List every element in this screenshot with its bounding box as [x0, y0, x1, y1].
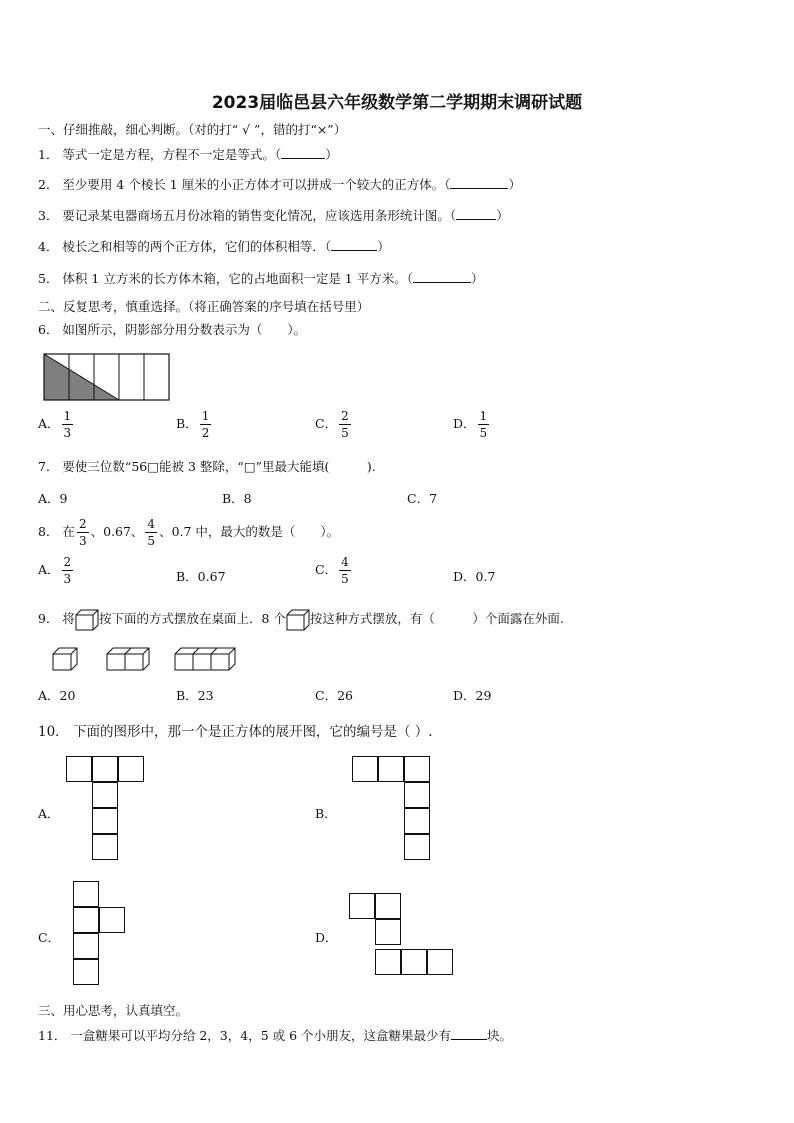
answer-blank-1[interactable] [281, 146, 325, 159]
q10-option-a[interactable]: A． [38, 806, 60, 821]
denominator: 5 [341, 426, 349, 440]
answer-blank-11[interactable] [451, 1027, 487, 1040]
question-1-text: 1． 等式一定是方程，方程不一定是等式。（ [38, 147, 282, 162]
net-cell [66, 756, 92, 782]
question-3-end: ） [496, 208, 509, 223]
numerator: 1 [63, 409, 72, 423]
q8-prefix: 8． 在 [38, 524, 75, 539]
net-cell [404, 782, 430, 808]
question-5 [38, 270, 484, 287]
net-cell [92, 756, 118, 782]
net-cell [352, 756, 378, 782]
answer-blank-3[interactable] [456, 207, 496, 220]
numerator: 2 [341, 409, 349, 423]
q6-option-c-label: C． [315, 416, 338, 431]
q8-suffix: 、0.7 中，最大的数是（ ）。 [159, 524, 340, 539]
q8-option-a[interactable] [38, 556, 75, 585]
cube-icon [75, 609, 99, 631]
net-cell [401, 949, 427, 975]
denominator: 3 [63, 572, 72, 586]
net-cell [92, 782, 118, 808]
q7-option-c[interactable]: C．7 [407, 491, 438, 506]
net-cell [73, 881, 99, 907]
question-2-text: 2． 至少要用 4 个棱长 1 厘米的小正方体才可以拼成一个较大的正方体。（ [38, 177, 451, 192]
question-5-end: ） [470, 271, 484, 286]
q8-option-c-label: C． [315, 562, 338, 577]
q10-option-c[interactable]: C． [38, 930, 61, 945]
q10-option-b[interactable]: B． [315, 806, 337, 821]
question-1 [38, 146, 338, 163]
question-7-text: 7． 要使三位数“56□能被 3 整除，“□”里最大能填( ). [38, 459, 376, 474]
numerator: 4 [341, 555, 349, 569]
q8-option-c[interactable] [315, 556, 353, 585]
net-cell [404, 834, 430, 860]
fraction [339, 556, 351, 585]
q6-option-d-label: D． [453, 416, 476, 431]
question-11-text: 11． 一盒糖果可以平均分给 2，3，4，5 或 6 个小朋友，这盒糖果最少有 [38, 1028, 452, 1043]
q7-option-b[interactable]: B．8 [222, 491, 252, 506]
net-cell [404, 756, 430, 782]
numerator: 2 [63, 555, 72, 569]
q9-part-1: 9． 将 [38, 611, 75, 626]
net-cell [375, 919, 401, 945]
net-cell [73, 933, 99, 959]
question-2-end: ） [508, 177, 521, 192]
net-cell [378, 756, 404, 782]
q9-option-a[interactable]: A．20 [38, 688, 76, 703]
cube-row-1 [52, 647, 78, 671]
net-cell [73, 959, 99, 985]
q8-option-d[interactable]: D．0.7 [453, 569, 496, 584]
q6-option-b[interactable] [176, 410, 213, 439]
fraction [62, 556, 74, 585]
question-1-end: ） [325, 147, 338, 162]
q6-option-c[interactable] [315, 410, 353, 439]
question-11 [38, 1027, 512, 1044]
question-6-text: 6． 如图所示，阴影部分用分数表示为（ ）。 [38, 322, 307, 337]
net-cell [92, 834, 118, 860]
question-4-end: ） [377, 239, 390, 254]
net-cell [118, 756, 144, 782]
cube-icon [286, 609, 310, 631]
question-3-text: 3． 要记录某电器商场五月份冰箱的销售变化情况，应该选用条形统计图。（ [38, 208, 457, 223]
numerator: 1 [479, 409, 488, 423]
fraction [200, 410, 212, 439]
net-cell [99, 907, 125, 933]
numerator: 4 [147, 517, 156, 531]
q9-option-d[interactable]: D．29 [453, 688, 492, 703]
q8-option-a-label: A． [38, 562, 60, 577]
net-cell [375, 949, 401, 975]
q6-option-b-label: B． [176, 416, 198, 431]
question-5-text: 5． 体积 1 立方米的长方体木箱，它的占地面积一定是 1 平方米。（ [38, 271, 413, 286]
answer-blank-5[interactable] [413, 270, 471, 283]
section-3-heading: 三、用心思考，认真填空。 [38, 1003, 189, 1018]
question-4-text: 4． 棱长之和相等的两个正方体，它们的体积相等．（ [38, 239, 332, 254]
question-9 [38, 607, 564, 631]
question-11-end: 块。 [487, 1028, 513, 1043]
fraction [339, 410, 351, 439]
cube-row-2 [106, 647, 150, 671]
denominator: 5 [479, 426, 488, 440]
numerator: 2 [78, 517, 87, 531]
fraction [478, 410, 490, 439]
question-8 [38, 517, 339, 547]
q6-option-d[interactable] [453, 410, 491, 439]
net-cell [92, 808, 118, 834]
q6-option-a-label: A． [38, 416, 60, 431]
answer-blank-2[interactable] [450, 176, 508, 189]
q8-mid: 、0.67、 [90, 524, 144, 539]
denominator: 3 [63, 426, 72, 440]
question-4 [38, 238, 390, 255]
section-2-heading: 二、反复思考，慎重选择。（将正确答案的序号填在括号里） [38, 299, 370, 314]
net-cell [375, 893, 401, 919]
question-10-text: 10． 下面的图形中，那一个是正方体的展开图，它的编号是（ ）. [38, 724, 433, 740]
q7-option-a[interactable]: A．9 [38, 491, 68, 506]
answer-blank-4[interactable] [331, 238, 377, 251]
question-3 [38, 207, 509, 224]
denominator: 5 [147, 534, 156, 548]
fraction [145, 518, 157, 547]
net-cell [349, 893, 375, 919]
fraction [77, 518, 89, 547]
net-cell [73, 907, 99, 933]
question-6-figure [44, 354, 170, 402]
question-2 [38, 176, 521, 193]
net-cell [404, 808, 430, 834]
fraction [62, 410, 74, 439]
q9-option-b[interactable]: B．23 [176, 688, 214, 703]
denominator: 5 [341, 572, 349, 586]
q8-option-b[interactable]: B．0.67 [176, 569, 226, 584]
q10-option-d[interactable]: D． [315, 930, 338, 945]
q6-option-a[interactable] [38, 410, 75, 439]
q9-part-3: 按这种方式摆放，有（ ）个面露在外面. [309, 611, 564, 626]
net-cell [427, 949, 453, 975]
denominator: 3 [78, 534, 87, 548]
q9-option-c[interactable]: C．26 [315, 688, 353, 703]
section-1-heading: 一、仔细推敲，细心判断。（对的打“ √ ”，错的打“×”） [38, 122, 347, 137]
denominator: 2 [201, 426, 210, 440]
q9-part-2: 按下面的方式摆放在桌面上．8 个 [98, 611, 286, 626]
numerator: 1 [201, 409, 210, 423]
page-title: 2023届临邑县六年级数学第二学期期末调研试题 [211, 93, 583, 113]
cube-row-3 [174, 647, 236, 671]
